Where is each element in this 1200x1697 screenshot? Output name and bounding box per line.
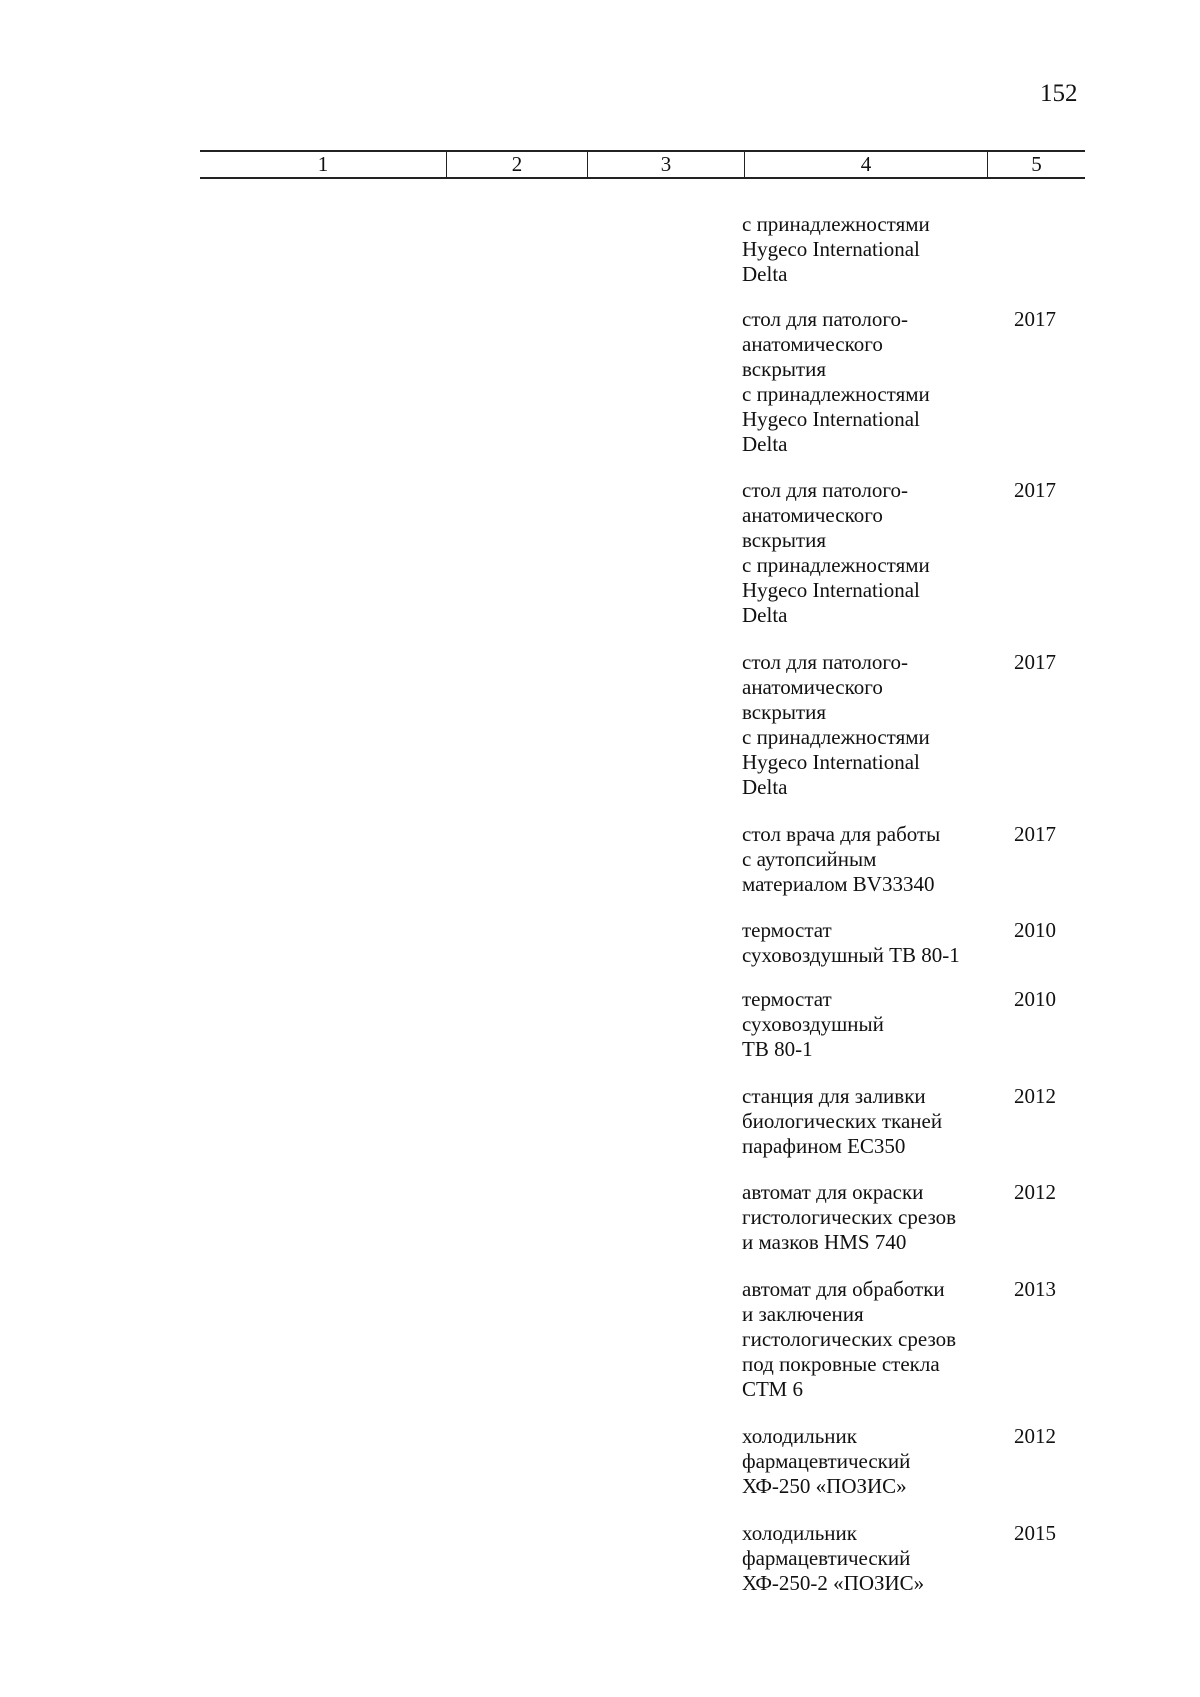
column-header-5: 5 <box>987 152 1085 177</box>
equipment-description: автомат для окраски гистологических срезов и мазков HMS 740 <box>742 1180 957 1254</box>
equipment-year: 2017 <box>1014 822 1056 846</box>
equipment-year: 2012 <box>1014 1424 1056 1448</box>
column-header-4: 4 <box>744 152 987 177</box>
equipment-description: стол для патолого- анатомического вскрытия с принадлежностями Hygeco International Delta <box>742 307 930 456</box>
equipment-description: автомат для обработки и заключения гистологических срезов под покровные стекла СТМ 6 <box>742 1277 957 1401</box>
column-header-3: 3 <box>587 152 744 177</box>
equipment-description: с принадлежностями Hygeco International Delta <box>742 212 930 286</box>
equipment-year: 2017 <box>1014 650 1056 674</box>
equipment-description: стол врача для работы с аутопсийным материалом BV33340 <box>742 822 941 896</box>
equipment-year: 2012 <box>1014 1084 1056 1108</box>
equipment-year: 2013 <box>1014 1277 1056 1301</box>
equipment-description: термостат суховоздушный ТВ 80-1 <box>742 918 960 967</box>
equipment-description: холодильник фармацевтический ХФ-250-2 «ПОЗИС» <box>742 1521 925 1595</box>
equipment-description: термостат суховоздушный ТВ 80-1 <box>742 987 884 1061</box>
column-header-2: 2 <box>446 152 587 177</box>
equipment-year: 2012 <box>1014 1180 1056 1204</box>
equipment-year: 2015 <box>1014 1521 1056 1545</box>
equipment-description: холодильник фармацевтический ХФ-250 «ПОЗИС» <box>742 1424 911 1498</box>
table-header-row <box>200 150 1085 179</box>
equipment-description: стол для патолого- анатомического вскрытия с принадлежностями Hygeco International Delta <box>742 650 930 799</box>
column-header-1: 1 <box>317 152 329 176</box>
equipment-year: 2017 <box>1014 478 1056 502</box>
equipment-description: стол для патолого- анатомического вскрытия с принадлежностями Hygeco International Delta <box>742 478 930 627</box>
equipment-description: станция для заливки биологических тканей парафином ЕС350 <box>742 1084 943 1158</box>
equipment-year: 2010 <box>1014 987 1056 1011</box>
page-number: 152 <box>1040 80 1078 107</box>
equipment-year: 2010 <box>1014 918 1056 942</box>
equipment-year: 2017 <box>1014 307 1056 331</box>
